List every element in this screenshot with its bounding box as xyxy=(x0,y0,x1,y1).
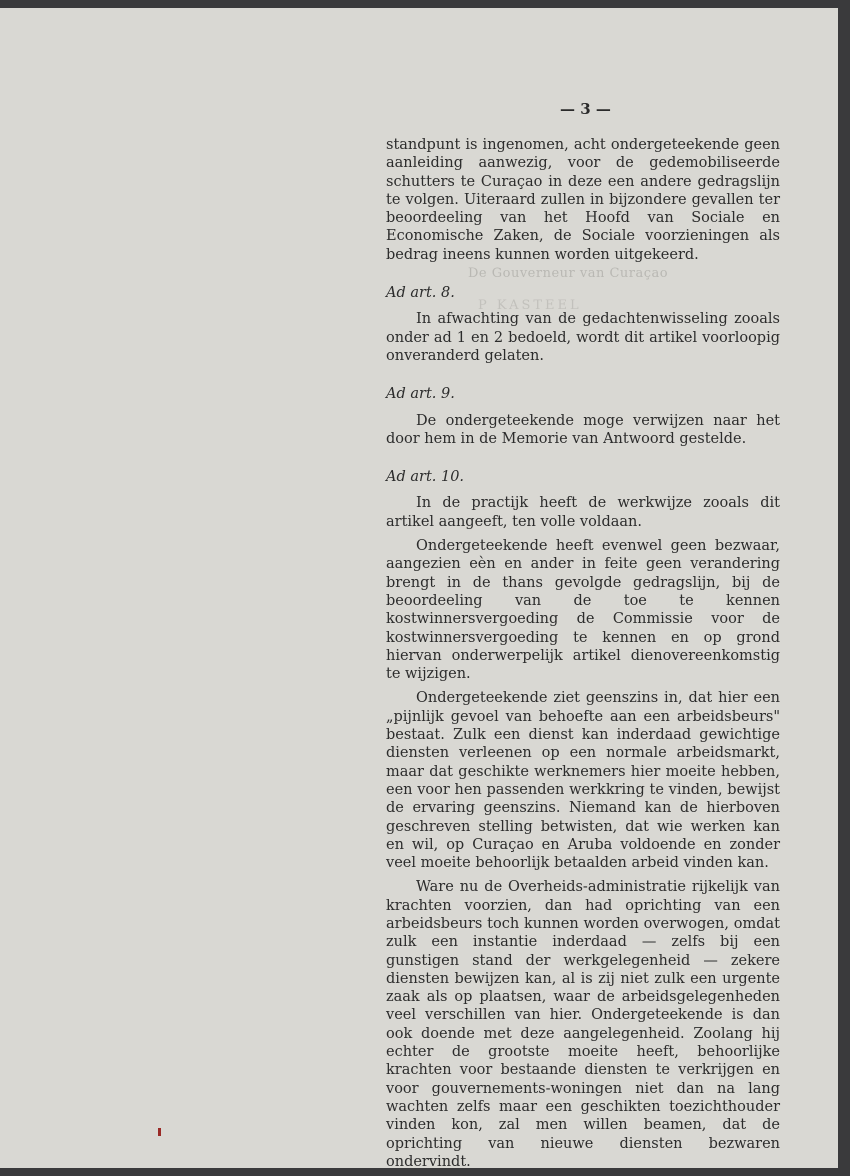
page-number: — 3 — xyxy=(560,100,611,118)
paragraph-art-9: De ondergeteekende moge verwijzen naar het door hem in de Memorie van Antwoord gestelde. xyxy=(386,412,780,447)
bleed-through-text: De Gouverneur van Curaçao xyxy=(468,266,669,281)
paragraph-art-10-3: Ondergeteekende ziet geenszins in, dat hier een „pijnlijk gevoel van behoefte aan een arbeidsbeurs" bestaat. Zulk een dienst kan inderdaad gewichtige diensten verleenen op een normale arbeidsmarkt, maar dat geschikte werknemers hier moeite hebben, een voor hen passenden werkkring te vinden, bewijst de ervaring geenszins. Niemand kan de hierboven geschreven stelling betwisten, dat wie werken kan en wil, op Curaçao en Aruba voldoende en zonder veel moeite behoorlijk betaalden arbeid vinden kan. xyxy=(386,690,780,872)
heading-art-9: Ad art. 9. xyxy=(386,386,455,403)
body-text xyxy=(386,136,780,1171)
ink-mark xyxy=(158,1128,161,1136)
paragraph-art-10-4: Ware nu de Overheids-administratie rijkelijk van krachten voorzien, dan had oprichting van een arbeidsbeurs toch kunnen worden overwogen, omdat zulk een instantie inderdaad — zelfs bij een gunstigen stand der werkgelegenheid — zekere diensten bewijzen kan, al is zij niet zulk een urgente zaak als op plaatsen, waar de arbeidsgelegenheden veel verschillen van hier. Ondergeteekende is dan ook doende met deze aangelegenheid. Zoolang hij echter de grootste moeite heeft, behoorlijke krachten voor bestaande diensten te verkrijgen en voor gouvernements-woningen niet dan na lang wachten zelfs maar een geschikten toezichthouder vinden kon, zal men willen beamen, dat de oprichting van nieuwe diensten bezwaren ondervindt. xyxy=(386,879,780,1170)
heading-art-8: Ad art. 8. xyxy=(386,285,455,302)
document-page xyxy=(0,8,838,1168)
paragraph-art-10-2: Ondergeteekende heeft evenwel geen bezwaar, aangezien eèn en ander in feite geen verandering brengt in de thans gevolgde gedragslijn, bij de beoordeeling van de toe te kennen kostwinnersvergoeding de Commissie voor de kostwinnersvergoeding te kennen en op grond hiervan onderwerpelijk artikel dienovereenkomstig te wijzigen. xyxy=(386,538,780,683)
heading-art-10: Ad art. 10. xyxy=(386,469,465,486)
bleed-through-stamp: P KASTEEL xyxy=(478,298,582,313)
intro-paragraph: standpunt is ingenomen, acht ondergeteekende geen aanleiding aanwezig, voor de gedemobiliseerde schutters te Curaçao in deze een andere gedragslijn te volgen. Uiteraard zullen in bijzondere gevallen ter beoordeeling van het Hoofd van Sociale en Economische Zaken, de Sociale voorzieningen als bedrag ineens kunnen worden uitgekeerd. xyxy=(386,137,780,263)
paragraph-art-10-1: In de practijk heeft de werkwijze zooals dit artikel aangeeft, ten volle voldaan. xyxy=(386,495,780,530)
paragraph-art-8: In afwachting van de gedachtenwisseling zooals onder ad 1 en 2 bedoeld, wordt dit artikel voorloopig onveranderd gelaten. xyxy=(386,311,780,364)
